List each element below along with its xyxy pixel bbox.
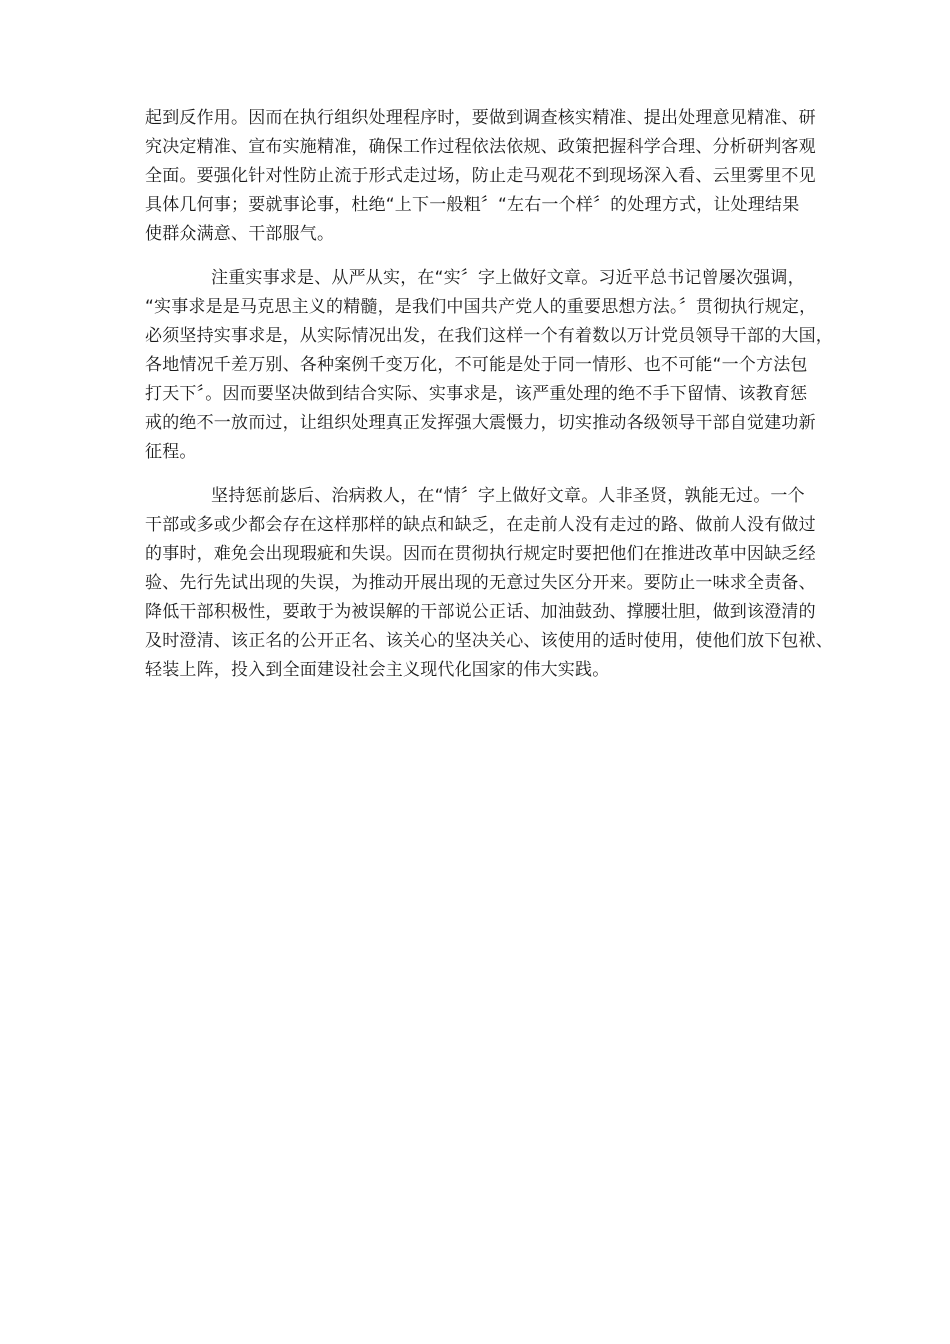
- paragraph-line: 戒的绝不一放而过，让组织处理真正发挥强大震慑力，切实推动各级领导干部自觉建功新: [145, 413, 816, 433]
- paragraph-line: 使群众满意、干部服气。: [145, 224, 335, 244]
- paragraph-line: 的事时，难免会出现瑕疵和失误。因而在贯彻执行规定时要把他们在推进改革中因缺乏经: [145, 544, 816, 564]
- paragraph-line: 注重实事求是、从严从实，在“实〞字上做好文章。习近平总书记曾屡次强调，: [211, 268, 805, 288]
- paragraph-1: [145, 104, 816, 249]
- paragraph-line: 打天下〞。因而要坚决做到结合实际、实事求是，该严重处理的绝不手下留情、该教育惩: [145, 384, 808, 404]
- paragraph-line: 坚持惩前毖后、治病救人，在“情〞字上做好文章。人非圣贤，孰能无过。一个: [211, 486, 805, 506]
- paragraph-3: [145, 482, 833, 685]
- paragraph-line: 验、先行先试出现的失误，为推动开展出现的无意过失区分开来。要防止一味求全责备、: [145, 573, 816, 593]
- paragraph-line: “实事求是是马克思主义的精髓，是我们中国共产党人的重要思想方法。〞贯彻执行规定，: [145, 297, 817, 317]
- paragraph-spacer: [145, 249, 810, 264]
- paragraph-line: 起到反作用。因而在执行组织处理程序时，要做到调查核实精准、提出处理意见精准、研: [145, 108, 816, 128]
- document-page: [145, 104, 833, 685]
- paragraph-line: 干部或多或少都会存在这样那样的缺点和缺乏，在走前人没有走过的路、做前人没有做过: [145, 515, 816, 535]
- paragraph-line: 各地情况千差万别、各种案例千变万化，不可能是处于同一情形、也不可能“一个方法包: [145, 355, 808, 375]
- paragraph-line: 及时澄清、该正名的公开正名、该关心的坚决关心、该使用的适时使用，使他们放下包袱、: [145, 631, 833, 651]
- paragraph-line: 征程。: [145, 442, 197, 462]
- paragraph-line: 轻装上阵，投入到全面建设社会主义现代化国家的伟大实践。: [145, 660, 610, 680]
- paragraph-line: 必须坚持实事求是，从实际情况出发，在我们这样一个有着数以万计党员领导干部的大国，: [145, 326, 833, 346]
- paragraph-2: [145, 264, 833, 467]
- paragraph-line: 具体几何事；要就事论事，杜绝“上下一般粗〞“左右一个样〞的处理方式，让处理结果: [145, 195, 800, 215]
- paragraph-line: 降低干部积极性，要敢于为被误解的干部说公正话、加油鼓劲、撑腰壮胆，做到该澄清的: [145, 602, 816, 622]
- paragraph-line: 全面。要强化针对性防止流于形式走过场，防止走马观花不到现场深入看、云里雾里不见: [145, 166, 816, 186]
- paragraph-line: 究决定精准、宣布实施精准，确保工作过程依法依规、政策把握科学合理、分析研判客观: [145, 137, 816, 157]
- paragraph-spacer: [145, 467, 810, 482]
